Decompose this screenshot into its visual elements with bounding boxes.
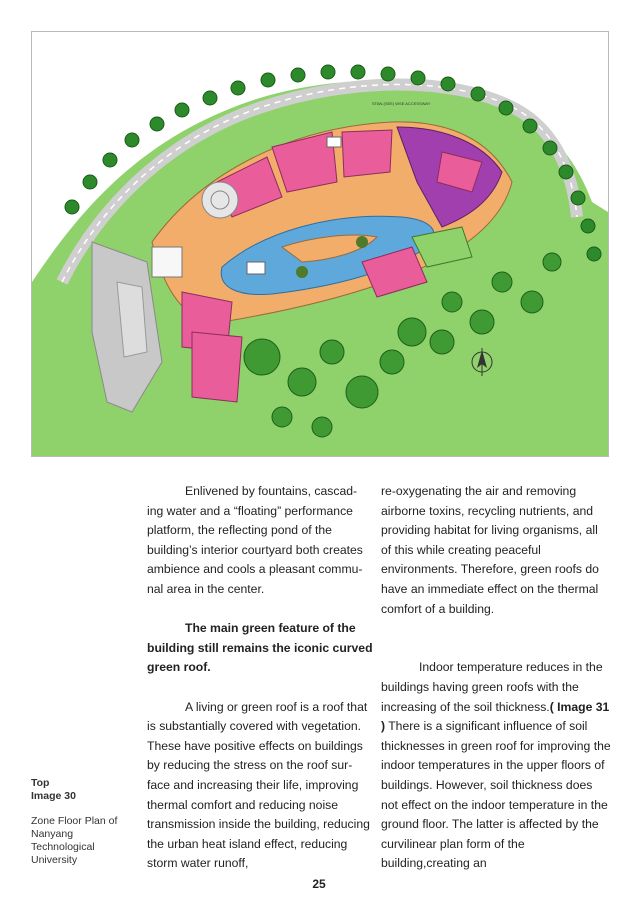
block-pink-6 [192, 332, 242, 402]
page-number: 25 [312, 877, 326, 891]
paragraph: re-oxygenating the air and removing airborne toxins, recycling nutrients, and providing habitat for living organisms, all of this while creating peaceful environments. Therefore, green roofs do have an immediate effect on the thermal comfort of a building. [381, 484, 599, 616]
floor-plan-figure [31, 31, 609, 457]
block-pink-3 [342, 130, 392, 177]
paragraph: Enlivened by fountains, cascad-ing water and a “floating” performance platform, the reflecting pond of the building’s interior courtyard both creates ambience and cools a pleasant commu-nal area in the center. [147, 484, 363, 596]
caption-heading: Top Image 30 [31, 777, 76, 802]
paragraph [381, 658, 611, 874]
floor-plan-drawing [32, 32, 608, 456]
text-column-left [147, 482, 373, 874]
road-label: STAN (SEE) WSE ACCESSWAY [372, 101, 431, 106]
figure-caption [31, 777, 131, 867]
caption-text: Zone Floor Plan of Nanyang Technological University [31, 815, 118, 866]
image-reference: ( Image 31 ) [381, 699, 610, 734]
highlight-paragraph: The main green feature of the building still remains the iconic curved green roof. [147, 621, 373, 675]
text-column-right [381, 482, 611, 874]
paragraph: A living or green roof is a roof that is substantially covered with vegetation. These have positive effects on buildings by reducing the stress on the roof sur-face and increasing their life, improving thermal comfort and reducing noise transmission inside the building, reducing the urban heat island effect, reducing storm water runoff, [147, 699, 370, 871]
entrance-plaza [202, 182, 238, 218]
paragraph-end: There is a significant influence of soil thicknesses in green roof for improving the indoor temperatures in the upper floors of buildings. However, soil thickness does not effect on the indoor temperature in the ground floor. The latter is affected by the curvilinear plan form of the building,creating an [381, 719, 611, 871]
paragraph-start: Indoor temperature reduces in the buildings having green roofs with the increasing of the soil thickness. [381, 660, 603, 714]
